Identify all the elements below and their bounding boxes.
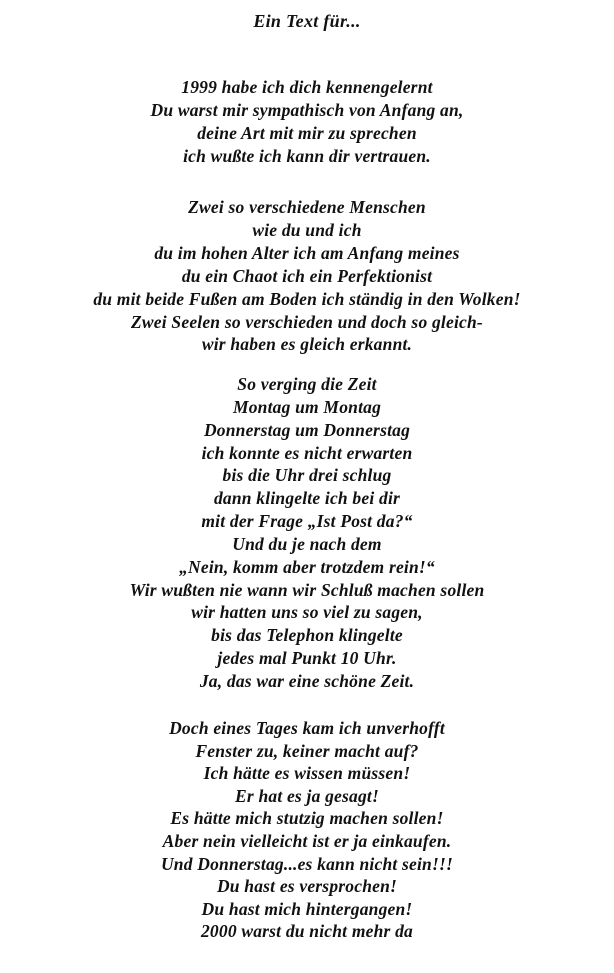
poem-line: deine Art mit mir zu sprechen xyxy=(197,122,417,143)
poem-line: Donnerstag um Donnerstag xyxy=(203,419,411,440)
poem-line: „Nein, komm aber trotzdem rein!“ xyxy=(179,556,435,577)
poem-line: bis die Uhr drei schlug xyxy=(222,465,392,486)
poem-line: Montag um Montag xyxy=(232,396,382,417)
poem-line: wie du und ich xyxy=(252,219,362,240)
poem-line: Und Donnerstag...es kann nicht sein!!! xyxy=(160,853,454,874)
poem-line: mit der Frage „Ist Post da?“ xyxy=(201,511,413,532)
stanza-3 xyxy=(0,373,614,693)
poem-line: ich wußte ich kann dir vertrauen. xyxy=(183,145,431,166)
poem-line: Doch eines Tages kam ich unverhofft xyxy=(169,718,445,738)
poem-line: bis das Telephon klingelte xyxy=(211,625,403,646)
poem-line: ich konnte es nicht erwarten xyxy=(201,442,413,463)
poem-line: Er hat es ja gesagt! xyxy=(234,785,380,806)
poem-line: wir haben es gleich erkannt. xyxy=(201,334,413,355)
poem-line: 1999 habe ich dich kennengelernt xyxy=(181,77,433,97)
poem-line: Du hast es versprochen! xyxy=(216,876,398,897)
poem-line: Es hätte mich stutzig machen sollen! xyxy=(170,808,444,829)
poem-line: Ja, das war eine schöne Zeit. xyxy=(199,670,415,691)
poem-line: du mit beide Fußen am Boden ich ständig in den Wolken! xyxy=(93,288,521,309)
poem-line: Aber nein vielleicht ist er ja einkaufen. xyxy=(162,830,452,851)
poem-line: Und du je nach dem xyxy=(232,533,382,554)
poem-line: 2000 warst du nicht mehr da xyxy=(200,921,414,942)
poem-line: Fenster zu, keiner macht auf? xyxy=(195,740,419,761)
poem-line: Du hast mich hintergangen! xyxy=(201,898,413,919)
poem-line: Wir wußten nie wann wir Schluß machen sollen xyxy=(129,579,485,600)
poem-line: du im hohen Alter ich am Anfang meines xyxy=(154,242,460,263)
stanza-4 xyxy=(0,717,614,943)
poem-line: wir hatten uns so viel zu sagen, xyxy=(191,602,423,623)
poem-line: jedes mal Punkt 10 Uhr. xyxy=(217,648,397,669)
poem-line: Du warst mir sympathisch von Anfang an, xyxy=(150,99,464,120)
poem-line: dann klingelte ich bei dir xyxy=(213,488,401,509)
poem-line: So verging die Zeit xyxy=(237,374,377,394)
stanza-1 xyxy=(0,76,614,168)
poem-line: Zwei Seelen so verschieden und doch so gleich- xyxy=(131,311,483,332)
poem-line: du ein Chaot ich ein Perfektionist xyxy=(181,265,433,286)
poem-line: Zwei so verschiedene Menschen xyxy=(188,197,426,217)
stanza-2 xyxy=(0,196,614,356)
poem-line: Ich hätte es wissen müssen! xyxy=(203,763,411,784)
poem-title: Ein Text für... xyxy=(253,11,361,31)
